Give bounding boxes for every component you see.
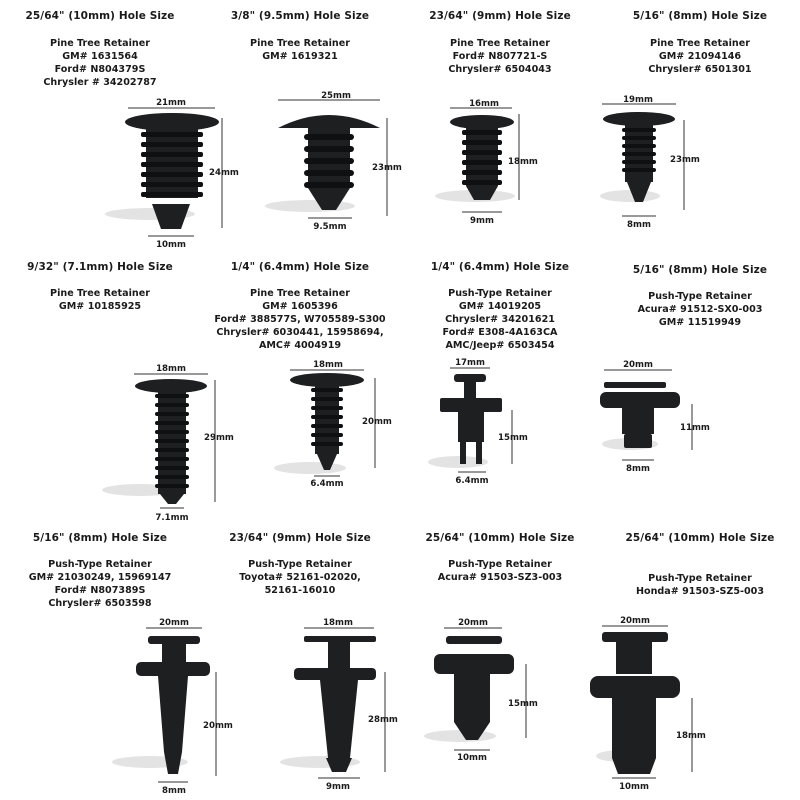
dim-bottom: 9mm: [470, 216, 494, 226]
dim-top: 18mm: [313, 360, 343, 370]
clip-type: Push-Type Retainer: [448, 288, 552, 299]
hole-size-label: 5/16" (8mm) Hole Size: [32, 532, 168, 544]
hole-size-label: 5/16" (8mm) Hole Size: [632, 10, 768, 22]
part-numbers: [200, 287, 400, 352]
dim-bottom: 6.4mm: [310, 479, 344, 489]
part-numbers: [400, 37, 600, 76]
part-number: Ford# N804379S: [54, 64, 146, 75]
part-number: GM# 14019205: [458, 301, 542, 312]
part-number: GM# 1619321: [262, 51, 338, 62]
part-number: Chrysler# 6503598: [48, 598, 152, 609]
part-numbers: [200, 37, 400, 63]
push-type-retainer-illustration: [600, 356, 800, 526]
dim-top: 20mm: [620, 616, 650, 626]
part-number: Honda# 91503-SZ5-003: [635, 586, 765, 597]
push-type-retainer-illustration: [200, 612, 400, 800]
dim-height: 28mm: [368, 715, 398, 725]
hole-size-label: 25/64" (10mm) Hole Size: [425, 532, 575, 544]
part-numbers: [600, 290, 800, 329]
part-number: 52161-16010: [264, 585, 336, 596]
dim-bottom: 9mm: [326, 782, 350, 792]
dim-height: 24mm: [209, 168, 239, 178]
clip-type: Pine Tree Retainer: [450, 38, 550, 49]
part-number: Chrysler# 6504043: [448, 64, 552, 75]
dim-bottom: 8mm: [627, 220, 651, 230]
dim-top: 17mm: [455, 358, 485, 368]
part-number: Ford# N807721-S: [452, 51, 548, 62]
part-number: Chrysler# 34201621: [445, 314, 555, 325]
hole-size-label: 9/32" (7.1mm) Hole Size: [27, 261, 173, 273]
dim-bottom: 10mm: [619, 782, 649, 792]
dim-top: 16mm: [469, 99, 499, 109]
clip-type: Pine Tree Retainer: [650, 38, 750, 49]
push-type-retainer-illustration: [0, 612, 233, 800]
dim-height: 18mm: [508, 157, 538, 167]
part-number: Chrysler# 6030441, 15958694,: [216, 327, 384, 338]
dim-height: 23mm: [372, 163, 402, 173]
part-number: Acura# 91512-SX0-003: [637, 304, 763, 315]
clip-type: Pine Tree Retainer: [50, 288, 150, 299]
dim-top: 20mm: [159, 618, 189, 628]
clip-type: Pine Tree Retainer: [50, 38, 150, 49]
pine-tree-retainer-illustration: [400, 92, 600, 252]
part-numbers: [400, 287, 600, 352]
part-numbers: [400, 558, 600, 584]
dim-height: 23mm: [670, 155, 700, 165]
push-type-retainer-illustration: [600, 612, 800, 800]
pine-tree-retainer-illustration: [200, 88, 400, 248]
hole-size-label: 23/64" (9mm) Hole Size: [429, 10, 571, 22]
hole-size-label: 1/4" (6.4mm) Hole Size: [230, 261, 370, 273]
part-number: Chrysler # 34202787: [43, 77, 157, 88]
pine-tree-retainer-illustration: [0, 360, 234, 530]
dim-top: 19mm: [623, 95, 653, 105]
hole-size-label: 25/64" (10mm) Hole Size: [625, 532, 775, 544]
part-number: GM# 11519949: [658, 317, 742, 328]
part-number: Ford# E308-4A163CA: [442, 327, 558, 338]
clip-type: Push-Type Retainer: [648, 291, 752, 302]
dim-top: 20mm: [458, 618, 488, 628]
part-number: Ford# 388577S, W705589-S300: [214, 314, 386, 325]
dim-height: 11mm: [680, 423, 710, 433]
part-numbers: [0, 558, 200, 610]
dim-height: 15mm: [508, 699, 538, 709]
push-type-retainer-illustration: [400, 356, 600, 526]
part-number: AMC/Jeep# 6503454: [445, 340, 555, 351]
clip-type: Push-Type Retainer: [48, 559, 152, 570]
clip-type: Pine Tree Retainer: [250, 288, 350, 299]
push-type-retainer-illustration: [400, 612, 600, 800]
part-number: GM# 1605396: [262, 301, 338, 312]
part-number: GM# 1631564: [62, 51, 138, 62]
part-number: Toyota# 52161-02020,: [239, 572, 361, 583]
hole-size-label: 3/8" (9.5mm) Hole Size: [230, 10, 370, 22]
dim-height: 15mm: [498, 433, 528, 443]
clip-type: Push-Type Retainer: [248, 559, 352, 570]
part-numbers: [0, 37, 200, 89]
dim-height: 29mm: [204, 433, 234, 443]
dim-bottom: 10mm: [156, 240, 186, 250]
clip-type: Push-Type Retainer: [648, 573, 752, 584]
part-number: Chrysler# 6501301: [648, 64, 752, 75]
hole-size-label: 1/4" (6.4mm) Hole Size: [430, 261, 570, 273]
part-number: AMC# 4004919: [258, 340, 342, 351]
pine-tree-retainer-illustration: [600, 92, 800, 252]
hole-size-label: 23/64" (9mm) Hole Size: [229, 532, 371, 544]
dim-height: 20mm: [203, 721, 233, 731]
dim-top: 20mm: [623, 360, 653, 370]
dim-bottom: 8mm: [162, 786, 186, 796]
part-number: Ford# N807389S: [54, 585, 146, 596]
dim-height: 18mm: [676, 731, 706, 741]
dim-top: 25mm: [321, 91, 351, 101]
dim-bottom: 6.4mm: [455, 476, 489, 486]
hole-size-label: 25/64" (10mm) Hole Size: [25, 10, 175, 22]
dim-bottom: 10mm: [457, 753, 487, 763]
hole-size-label: 5/16" (8mm) Hole Size: [632, 264, 768, 276]
dim-top: 18mm: [156, 364, 186, 374]
dim-bottom: 8mm: [626, 464, 650, 474]
dim-top: 21mm: [156, 98, 186, 108]
dim-bottom: 7.1mm: [155, 513, 189, 523]
pine-tree-retainer-illustration: [200, 360, 400, 530]
part-number: GM# 10185925: [58, 301, 142, 312]
part-number: GM# 21030249, 15969147: [28, 572, 172, 583]
part-numbers: [600, 37, 800, 76]
clip-type: Pine Tree Retainer: [250, 38, 350, 49]
clip-type: Push-Type Retainer: [448, 559, 552, 570]
dim-top: 18mm: [323, 618, 353, 628]
part-number: GM# 21094146: [658, 51, 742, 62]
pine-tree-retainer-illustration: [0, 92, 239, 252]
part-numbers: [0, 287, 200, 313]
part-numbers: [200, 558, 400, 597]
dim-bottom: 9.5mm: [313, 222, 347, 232]
part-numbers: [600, 572, 800, 598]
dim-height: 20mm: [362, 417, 392, 427]
part-number: Acura# 91503-SZ3-003: [437, 572, 563, 583]
